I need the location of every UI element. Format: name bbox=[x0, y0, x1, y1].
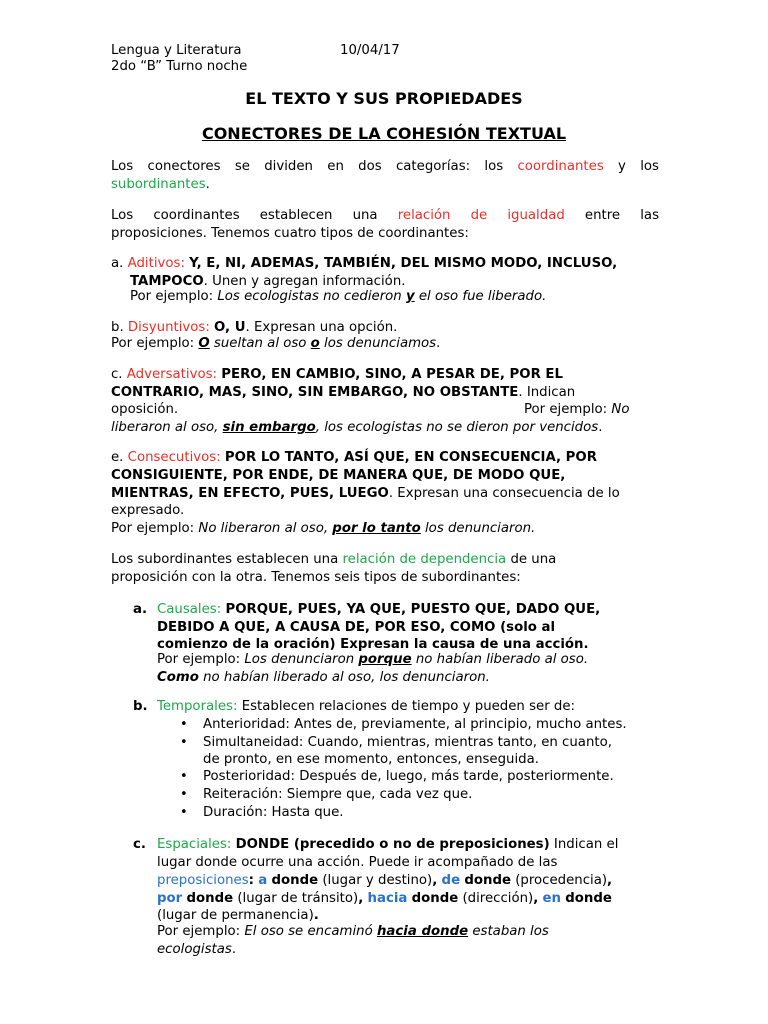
intro-line-2: subordinantes. bbox=[111, 177, 210, 192]
adversativos-example: liberaron al oso, sin embargo, los ecologistas no se dieron por vencidos. bbox=[111, 420, 603, 435]
bullet-icon: • bbox=[180, 787, 188, 802]
consecutivos-line-1: e. Consecutivos: POR LO TANTO, ASÍ QUE, EN CONSECUENCIA, POR bbox=[111, 450, 597, 465]
disyuntivos-example: Por ejemplo: O sueltan al oso o los denunciamos. bbox=[111, 336, 441, 351]
adversativos-line-1: c. Adversativos: PERO, EN CAMBIO, SINO, A PESAR DE, POR EL bbox=[111, 367, 563, 382]
espaciales-line-5: (lugar de permanencia). bbox=[157, 908, 319, 923]
consecutivos-line-3: MIENTRAS, EN EFECTO, PUES, LUEGO. Expresan una consecuencia de lo bbox=[111, 486, 620, 501]
disyuntivos-line-1: b. Disyuntivos: O, U. Expresan una opción. bbox=[111, 320, 398, 335]
causales-example: Por ejemplo: Los denunciaron porque no habían liberado al oso. bbox=[157, 652, 589, 667]
temporales-item-duracion: Duración: Hasta que. bbox=[203, 805, 344, 820]
bullet-icon: • bbox=[180, 735, 188, 750]
bullet-icon: • bbox=[180, 717, 188, 732]
coord-intro-line-2: proposiciones. Tenemos cuatro tipos de coordinantes: bbox=[111, 226, 469, 241]
adversativos-example-label: Por ejemplo: No bbox=[524, 402, 630, 417]
title-main: EL TEXTO Y SUS PROPIEDADES bbox=[245, 89, 523, 108]
header-subject: Lengua y Literatura bbox=[111, 43, 242, 58]
consecutivos-line-2: CONSIGUIENTE, POR ENDE, DE MANERA QUE, DE MODO QUE, bbox=[111, 468, 566, 483]
temporales-item-posterioridad: Posterioridad: Después de, luego, más tarde, posteriormente. bbox=[203, 769, 614, 784]
causales-line-2: DEBIDO A QUE, A CAUSA DE, POR ESO, COMO (solo al bbox=[157, 620, 556, 635]
header-course: 2do “B” Turno noche bbox=[111, 59, 248, 74]
causales-line-1: Causales: PORQUE, PUES, YA QUE, PUESTO QUE, DADO QUE, bbox=[157, 602, 601, 617]
temporales-item-simultaneidad: Simultaneidad: Cuando, mientras, mientras tanto, en cuanto, bbox=[203, 735, 612, 750]
intro-line-1: Los conectores se dividen en dos categorías: los coordinantes y los bbox=[111, 159, 659, 174]
header-date: 10/04/17 bbox=[340, 43, 400, 58]
temporales-letter: b. bbox=[133, 699, 148, 714]
temporales-item-simultaneidad-cont: de pronto, en ese momento, entonces, enseguida. bbox=[203, 752, 539, 767]
espaciales-line-1: Espaciales: DONDE (precedido o no de preposiciones) Indican el bbox=[157, 837, 619, 852]
bullet-icon: • bbox=[180, 769, 188, 784]
title-sub: CONECTORES DE LA COHESIÓN TEXTUAL bbox=[201, 124, 567, 143]
aditivos-line-2: TAMPOCO. Unen y agregan información. bbox=[130, 274, 406, 289]
espaciales-line-2: lugar donde ocurre una acción. Puede ir acompañado de las bbox=[157, 855, 558, 870]
consecutivos-line-4: expresado. bbox=[111, 503, 185, 518]
temporales-line-1: Temporales: Establecen relaciones de tiempo y pueden ser de: bbox=[157, 699, 575, 714]
aditivos-example: Por ejemplo: Los ecologistas no cedieron y el oso fue liberado. bbox=[130, 289, 547, 304]
sub-intro-line-2: proposición con la otra. Tenemos seis tipos de subordinantes: bbox=[111, 570, 521, 585]
aditivos-line-1: a. Aditivos: Y, E, NI, ADEMAS, TAMBIÉN, DEL MISMO MODO, INCLUSO, bbox=[111, 256, 618, 271]
causales-letter: a. bbox=[133, 602, 148, 617]
bullet-icon: • bbox=[180, 805, 188, 820]
adversativos-line-2: CONTRARIO, MAS, SINO, SIN EMBARGO, NO OBSTANTE. Indican bbox=[111, 385, 576, 400]
adversativos-line-3: oposición. bbox=[111, 402, 179, 417]
causales-example-2: Como no habían liberado al oso, los denunciaron. bbox=[157, 670, 490, 685]
temporales-item-anterioridad: Anterioridad: Antes de, previamente, al principio, mucho antes. bbox=[203, 717, 627, 732]
causales-line-3: comienzo de la oración) Expresan la causa de una acción. bbox=[157, 637, 589, 652]
temporales-item-reiteracion: Reiteración: Siempre que, cada vez que. bbox=[203, 787, 473, 802]
espaciales-line-4: por donde (lugar de tránsito), hacia donde (dirección), en donde bbox=[157, 891, 612, 906]
espaciales-example-2: ecologistas. bbox=[157, 942, 237, 957]
consecutivos-example: Por ejemplo: No liberaron al oso, por lo tanto los denunciaron. bbox=[111, 521, 536, 536]
espaciales-example: Por ejemplo: El oso se encaminó hacia donde estaban los bbox=[157, 924, 549, 939]
sub-intro-line-1: Los subordinantes establecen una relación de dependencia de una bbox=[111, 552, 557, 567]
espaciales-line-3: preposiciones: a donde (lugar y destino), de donde (procedencia), bbox=[157, 873, 613, 888]
espaciales-letter: c. bbox=[133, 837, 146, 852]
coord-intro-line-1: Los coordinantes establecen una relación de igualdad entre las bbox=[111, 208, 659, 223]
